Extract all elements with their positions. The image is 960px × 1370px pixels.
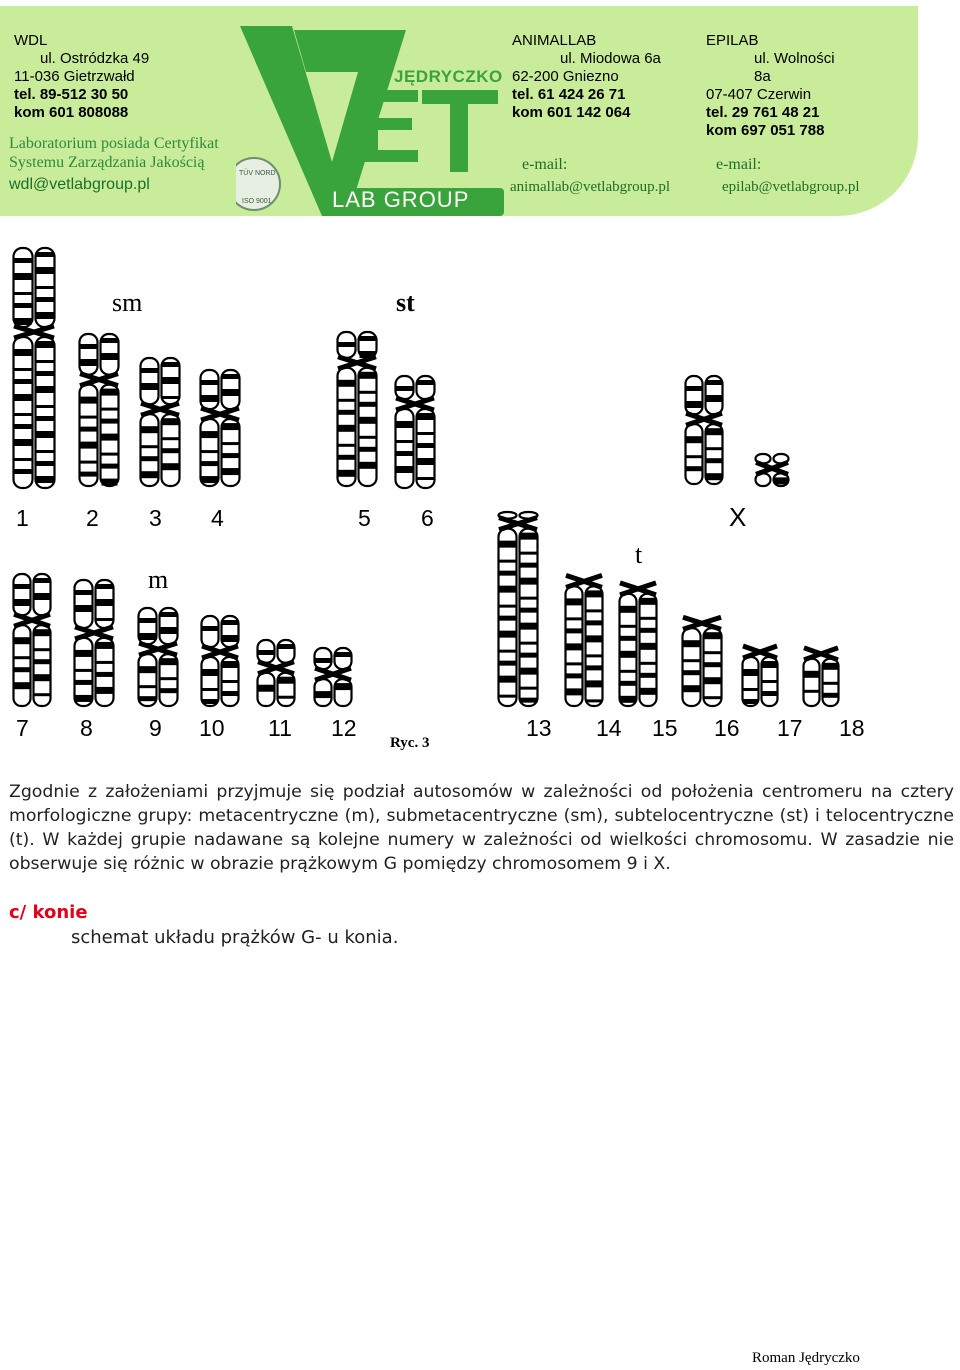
chromosome-number: 9	[149, 715, 162, 741]
tuv-badge-iso: ISO 9001	[242, 198, 272, 205]
animallab-street: ul. Miodowa 6a	[560, 50, 661, 67]
chromosome-12	[315, 648, 352, 706]
animallab-email[interactable]: animallab@vetlabgroup.pl	[510, 179, 671, 195]
logo-sub: LAB GROUP	[332, 187, 470, 212]
chromosome-number: 11	[268, 715, 292, 741]
wdl-email[interactable]: wdl@vetlabgroup.pl	[9, 176, 150, 193]
chromosome-9	[139, 608, 178, 706]
group-label-sm: sm	[112, 288, 143, 317]
chromosome-number: 7	[16, 715, 29, 741]
chromosome-10	[202, 616, 239, 706]
chromosome-y	[756, 454, 789, 486]
epilab-email-label: e-mail:	[716, 156, 762, 173]
section-label: c/ konie	[9, 902, 88, 923]
wdl-certificate-line2: Systemu Zarządzania Jakością	[9, 154, 205, 171]
figure-caption: Ryc. 3	[390, 735, 430, 751]
body-text	[9, 780, 954, 876]
chromosome-number: 15	[652, 715, 678, 741]
animallab-email-label: e-mail:	[522, 156, 568, 173]
epilab-name: EPILAB	[706, 32, 759, 49]
animallab-city: 62-200 Gniezno	[512, 68, 619, 85]
chromosome-5	[338, 332, 377, 486]
logo-name: JĘDRYCZKO	[394, 67, 503, 86]
footer-author: Roman Jędryczko	[752, 1350, 860, 1366]
epilab-street: ul. Wolności	[754, 50, 835, 67]
epilab-street2: 8a	[754, 68, 771, 85]
group-label-x: X	[729, 502, 747, 532]
chromosome-3	[141, 358, 180, 486]
chromosome-4	[201, 370, 240, 486]
chromosome-number: 16	[714, 715, 740, 741]
vet-lab-group-logo	[236, 20, 506, 216]
tuv-badge-text: TÜV NORD	[239, 170, 276, 177]
animallab-kom: kom 601 142 064	[512, 104, 631, 121]
chromosome-number: 17	[777, 715, 803, 741]
chromosome-2	[80, 334, 119, 486]
chromosome-number: 18	[839, 715, 865, 741]
letterhead	[0, 6, 918, 216]
chromosome-18	[804, 648, 839, 706]
animallab-name: ANIMALLAB	[512, 32, 597, 49]
chromosome-number: 13	[526, 715, 552, 741]
wdl-street: ul. Ostródzka 49	[40, 50, 150, 67]
section-text: schemat układu prążków G- u konia.	[71, 927, 399, 948]
wdl-tel: tel. 89-512 30 50	[14, 86, 129, 103]
wdl-kom: kom 601 808088	[14, 104, 129, 121]
chromosome-15	[620, 583, 657, 706]
karyogram-figure	[0, 228, 960, 768]
chromosome-11	[258, 640, 295, 706]
chromosome-6	[396, 376, 435, 488]
chromosome-number: 12	[331, 715, 357, 741]
chromosome-14	[566, 575, 603, 706]
epilab-city: 07-407 Czerwin	[706, 86, 812, 103]
chromosome-x	[686, 376, 723, 484]
chromosome-7	[14, 574, 51, 706]
wdl-name: WDL	[14, 32, 48, 49]
chromosome-number: 14	[596, 715, 622, 741]
epilab-kom: kom 697 051 788	[706, 122, 825, 139]
chromosome-16	[683, 617, 722, 706]
chromosome-drawings	[0, 228, 960, 768]
wdl-certificate-line1: Laboratorium posiada Certyfikat	[9, 135, 219, 152]
group-label-t: t	[635, 540, 643, 569]
chromosome-1	[14, 248, 55, 488]
epilab-email[interactable]: epilab@vetlabgroup.pl	[722, 179, 860, 195]
epilab-tel: tel. 29 761 48 21	[706, 104, 820, 121]
description-paragraph: Zgodnie z założeniami przyjmuje się podział autosomów w zależności od położenia centromeru na cztery morfologiczne grupy: metacentryczne (m), submetacentryczne (sm), subtelocentryczne (st) i telocentryczne (t). W każdej grupie nadawane są kolejne numery w zależności od wielkości chromosomu. W zasadzie nie obserwuje się różnic w obrazie prążkowym G pomiędzy chromosomem 9 i X.	[9, 782, 954, 874]
chromosome-number: 4	[211, 505, 224, 531]
group-label-m: m	[148, 565, 169, 594]
chromosome-number: 6	[421, 505, 434, 531]
chromosome-number: 2	[86, 505, 99, 531]
animallab-tel: tel. 61 424 26 71	[512, 86, 626, 103]
chromosome-number: 3	[149, 505, 162, 531]
wdl-city: 11-036 Gietrzwałd	[14, 68, 135, 85]
chromosome-number: 1	[16, 505, 29, 531]
chromosome-number: 5	[358, 505, 371, 531]
chromosome-17	[743, 646, 778, 706]
chromosome-number: 8	[80, 715, 93, 741]
chromosome-8	[75, 580, 114, 706]
chromosome-13	[499, 512, 538, 706]
group-label-st: st	[396, 288, 415, 317]
chromosome-number: 10	[199, 715, 225, 741]
